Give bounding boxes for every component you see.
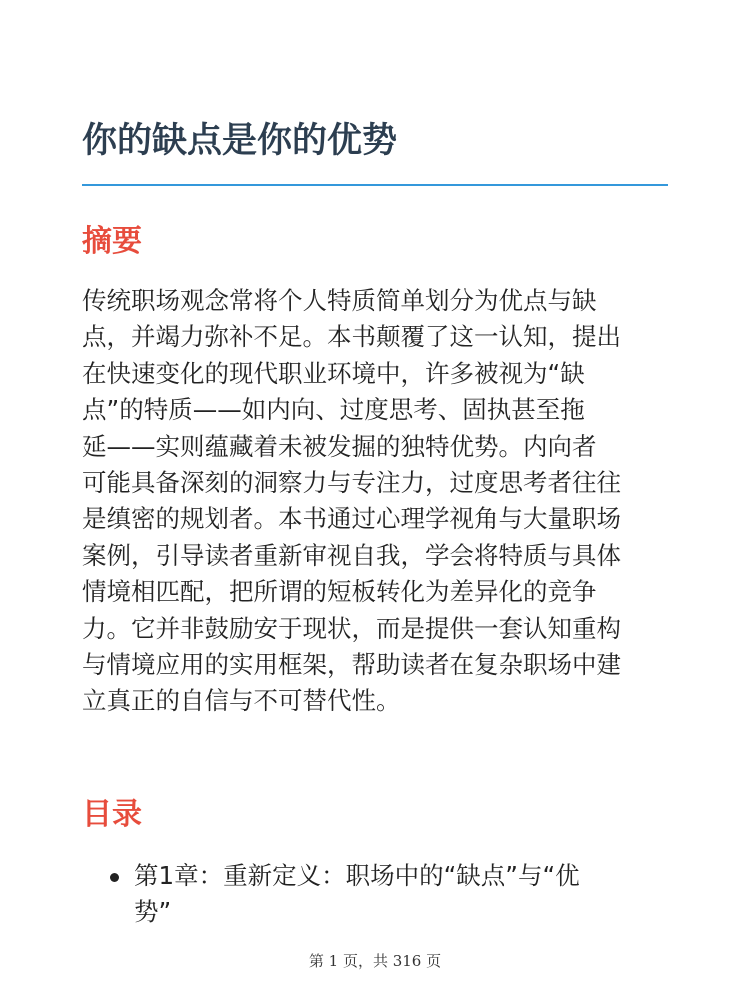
summary-line: 传统职场观念常将个人特质简单划分为优点与缺 bbox=[82, 286, 597, 315]
summary-heading: 摘要 bbox=[82, 224, 142, 259]
summary-line: 可能具备深刻的洞察力与专注力，过度思考者往往 bbox=[82, 468, 621, 498]
summary-line: 延——实则蕴藏着未被发掘的独特优势。内向者 bbox=[82, 431, 597, 461]
page-number-footer: 第 1 页，共 316 页 bbox=[308, 952, 442, 970]
summary-line: 点”的特质——如内向、过度思考、固执甚至拖 bbox=[82, 395, 585, 425]
summary-line: 案例，引导读者重新审视自我，学会将特质与具体 bbox=[82, 540, 621, 570]
title-divider bbox=[82, 184, 668, 186]
summary-line: 力。它并非鼓励安于现状，而是提供一套认知重构 bbox=[82, 613, 621, 643]
summary-line: 是缜密的规划者。本书通过心理学视角与大量职场 bbox=[82, 504, 621, 534]
summary-line: 与情境应用的实用框架，帮助读者在复杂职场中建 bbox=[82, 650, 621, 680]
summary-line: 点，并竭力弥补不足。本书颠覆了这一认知，提出 bbox=[82, 322, 621, 352]
summary-line: 立真正的自信与不可替代性。 bbox=[82, 686, 401, 716]
summary-line: 在快速变化的现代职业环境中，许多被视为“缺 bbox=[82, 358, 585, 388]
summary-line: 情境相匹配，把所谓的短板转化为差异化的竞争 bbox=[82, 577, 597, 607]
toc-item-line: 势” bbox=[134, 897, 172, 926]
toc-list bbox=[82, 858, 672, 930]
toc-item-chapter-1[interactable] bbox=[82, 858, 672, 930]
toc-heading: 目录 bbox=[82, 797, 142, 832]
toc-item-line: 第1章：重新定义：职场中的“缺点”与“优 bbox=[134, 861, 580, 890]
summary-paragraph bbox=[82, 283, 672, 720]
book-title: 你的缺点是你的优势 bbox=[82, 121, 398, 161]
bullet-icon bbox=[110, 873, 119, 882]
